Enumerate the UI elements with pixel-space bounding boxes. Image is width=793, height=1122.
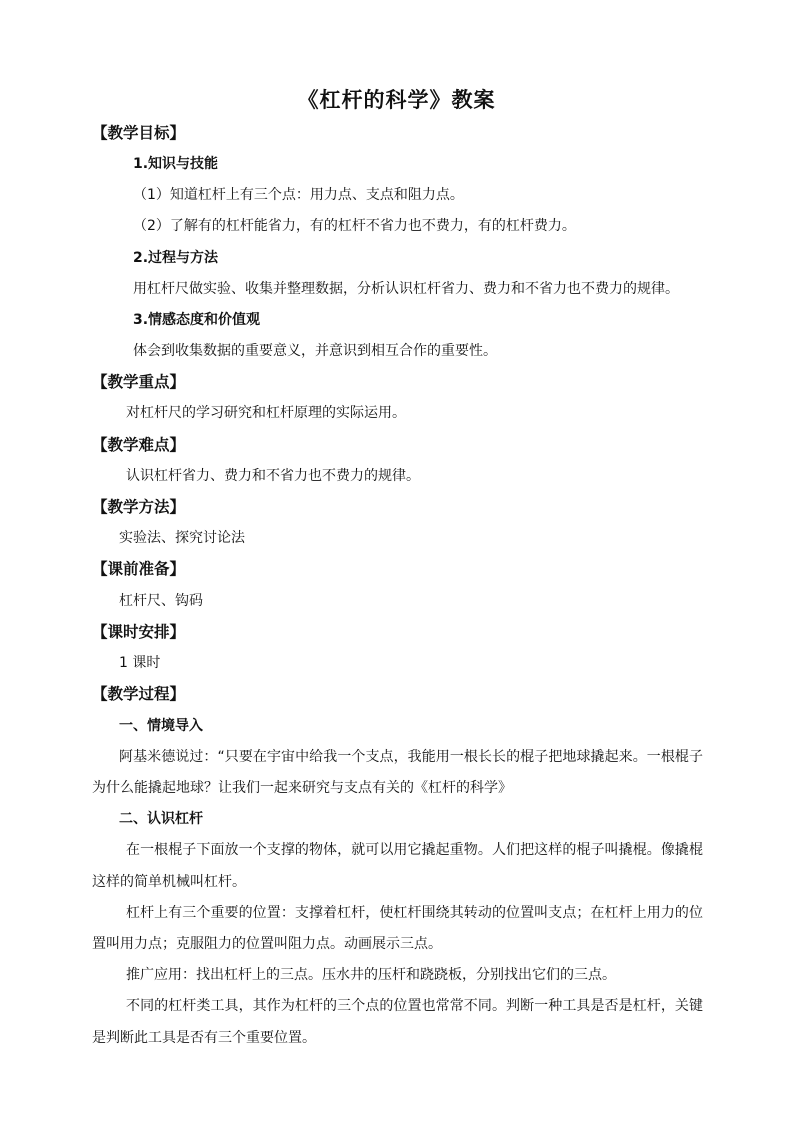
lever-p1-line-1: 在一根棍子下面放一个支撑的物体，就可以用它撬起重物。人们把这样的棍子叫撬棍。像撬棍 [126,842,703,858]
section-heading-key-points: 【教学重点】 [92,373,186,391]
subheading-attitude: 3.情感态度和价值观 [133,312,261,328]
difficulties-text: 认识杠杆省力、费力和不省力也不费力的规律。 [126,468,420,484]
subheading-intro: 一、情境导入 [119,718,203,734]
lever-p4-line-1: 不同的杠杆类工具，其作为杠杆的三个点的位置也常常不同。判断一种工具是否是杠杆，关键 [126,998,703,1014]
preparation-text: 杠杆尺、钩码 [119,593,203,609]
section-heading-procedure: 【教学过程】 [92,685,186,703]
section-heading-methods: 【教学方法】 [92,498,186,516]
knowledge-item-1: （1）知道杠杆上有三个点：用力点、支点和阻力点。 [133,187,464,203]
lever-p4-line-2: 是判断此工具是否有三个重要位置。 [92,1030,316,1046]
subheading-lever: 二、认识杠杆 [119,811,203,827]
section-heading-goals: 【教学目标】 [92,124,186,142]
lever-p3: 推广应用：找出杠杆上的三点。压水井的压杆和跷跷板，分别找出它们的三点。 [126,967,616,983]
process-text: 用杠杆尺做实验、收集并整理数据，分析认识杠杆省力、费力和不省力也不费力的规律。 [133,281,679,297]
section-heading-schedule: 【课时安排】 [92,623,186,641]
lever-p2-line-2: 置叫用力点；克服阻力的位置叫阻力点。动画展示三点。 [92,936,442,952]
schedule-text: 1 课时 [119,655,161,671]
methods-text: 实验法、探究讨论法 [119,530,245,546]
section-heading-difficulties: 【教学难点】 [92,436,186,454]
lever-p1-line-2: 这样的简单机械叫杠杆。 [92,874,246,890]
intro-line-1: 阿基米德说过：“只要在宇宙中给我一个支点，我能用一根长长的棍子把地球撬起来。一根棍子 [119,749,703,765]
subheading-process: 2.过程与方法 [133,250,219,266]
document-title: 《杠杆的科学》教案 [297,87,496,112]
knowledge-item-2: （2）了解有的杠杆能省力，有的杠杆不省力也不费力，有的杠杆费力。 [133,218,576,234]
subheading-knowledge: 1.知识与技能 [133,156,219,172]
intro-line-2: 为什么能撬起地球？让我们一起来研究与支点有关的《杠杆的科学》 [92,780,512,796]
key-points-text: 对杠杆尺的学习研究和杠杆原理的实际运用。 [126,405,406,421]
lever-p2-line-1: 杠杆上有三个重要的位置：支撑着杠杆，使杠杆围绕其转动的位置叫支点；在杠杆上用力的位 [126,905,703,921]
attitude-text: 体会到收集数据的重要意义，并意识到相互合作的重要性。 [133,343,497,359]
section-heading-preparation: 【课前准备】 [92,560,186,578]
